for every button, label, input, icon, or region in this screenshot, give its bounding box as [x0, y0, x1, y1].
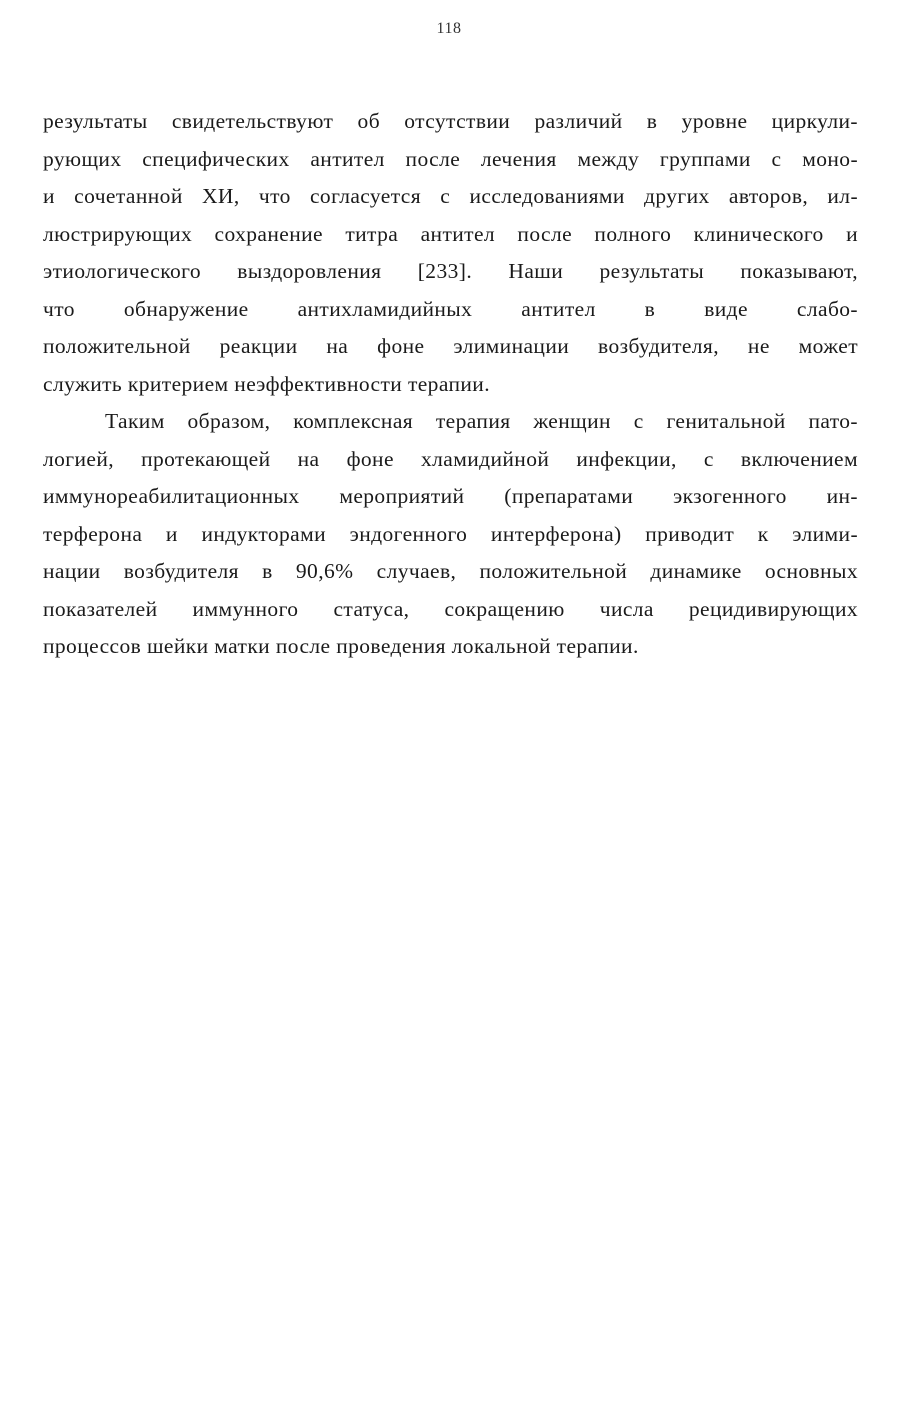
text-line: этиологического выздоровления [233]. Наши результаты показывают, [43, 259, 858, 283]
text-line: служить критерием неэффективности терапии. [43, 371, 490, 396]
body-text [43, 103, 858, 666]
text-line: что обнаружение антихламидийных антител в виде слабо- [43, 296, 858, 321]
text-line: рующих специфических антител после лечения между группами с моно- [43, 146, 858, 171]
text-line: и сочетанной ХИ, что согласуется с исследованиями других авторов, ил- [43, 184, 858, 208]
text-line: нации возбудителя в 90,6% случаев, положительной динамике основных [43, 559, 858, 583]
paragraph-1 [43, 103, 858, 403]
text-line: положительной реакции на фоне элиминации возбудителя, не может [43, 334, 858, 358]
paragraph-2 [43, 403, 858, 666]
text-line: терферона и индукторами эндогенного интерферона) приводит к элими- [43, 521, 858, 546]
text-line: результаты свидетельствуют об отсутствии различий в уровне циркули- [43, 109, 858, 133]
text-line: иммунореабилитационных мероприятий (препаратами экзогенного ин- [43, 484, 858, 508]
text-line: логией, протекающей на фоне хламидийной инфекции, с включением [43, 446, 858, 471]
text-line: люстрирующих сохранение титра антител после полного клинического и [43, 221, 858, 246]
page-number: 118 [436, 20, 462, 37]
text-line: процессов шейки матки после проведения локальной терапии. [43, 634, 639, 658]
text-line: Таким образом, комплексная терапия женщин с генитальной пато- [105, 409, 858, 433]
text-line: показателей иммунного статуса, сокращению числа рецидивирующих [43, 596, 858, 621]
